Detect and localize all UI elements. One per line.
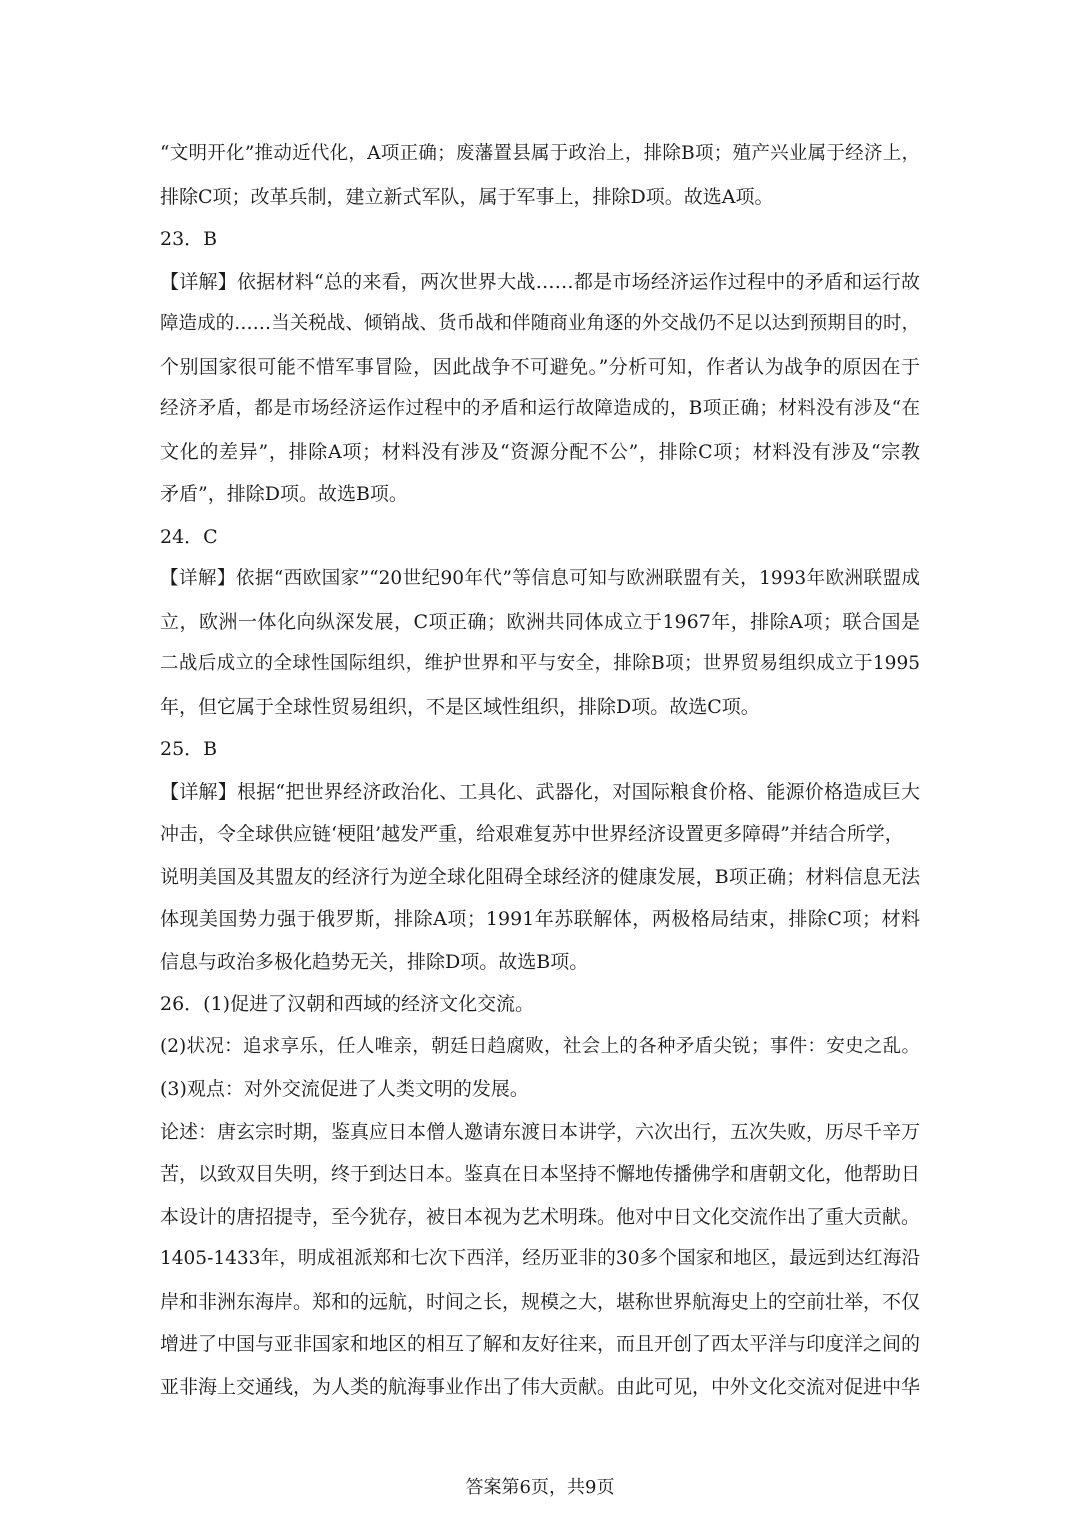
- text-line: 个别国家很可能不惜军事冒险，因此战争不可避免。”分析可知，作者认为战争的原因在于: [160, 355, 920, 378]
- text-line: “文明开化”推动近代化，A项正确；废藩置县属于政治上，排除B项；殖产兴业属于经济上，: [160, 143, 920, 164]
- text-line: 24．C: [160, 525, 218, 548]
- text-line: 年，但它属于全球性贸易组织，不是区域性组织，排除D项。故选C项。: [160, 695, 760, 718]
- text-line: (3)观点：对外交流促进了人类文明的发展。: [160, 1078, 529, 1100]
- text-line: 立，欧洲一体化向纵深发展，C项正确；欧洲共同体成立于1967年，排除A项；联合国是: [160, 610, 920, 633]
- text-line: 矛盾”，排除D项。故选B项。: [160, 483, 408, 505]
- text-line: 【详解】根据“把世界经济政治化、工具化、武器化，对国际粮食价格、能源价格造成巨大: [160, 780, 920, 803]
- text-line: 岸和非洲东海岸。郑和的远航，时间之长，规模之大，堪称世界航海史上的空前壮举，不仅: [160, 1290, 920, 1313]
- text-line: 论述：唐玄宗时期，鉴真应日本僧人邀请东渡日本讲学，六次出行，五次失败，历尽千辛万: [160, 1120, 920, 1143]
- text-line: 【详解】依据材料“总的来看，两次世界大战……都是市场经济运作过程中的矛盾和运行故: [160, 270, 920, 293]
- page-footer: 答案第6页，共9页: [465, 1477, 615, 1498]
- text-line: 23．B: [160, 228, 218, 250]
- text-line: 排除C项；改革兵制，建立新式军队，属于军事上，排除D项。故选A项。: [160, 185, 774, 208]
- text-line: 体现美国势力强于俄罗斯，排除A项；1991年苏联解体，两极格局结束，排除C项；材料: [160, 908, 920, 930]
- text-line: 增进了中国与亚非国家和地区的相互了解和友好往来，而且开创了西太平洋与印度洋之间的: [160, 1333, 920, 1355]
- text-line: 亚非海上交通线，为人类的航海事业作出了伟大贡献。由此可见，中外文化交流对促进中华: [160, 1375, 920, 1398]
- text-line: 说明美国及其盟友的经济行为逆全球化阻碍全球经济的健康发展，B项正确；材料信息无法: [160, 865, 920, 888]
- text-line: 障造成的……当关税战、倾销战、货币战和伴随商业角逐的外交战仍不足以达到预期目的时，: [160, 313, 920, 334]
- text-line: 文化的差异”，排除A项；材料没有涉及“资源分配不公”，排除C项；材料没有涉及“宗教: [160, 440, 920, 463]
- text-line: 本设计的唐招提寺，至今犹存，被日本视为艺术明珠。他对中日文化交流作出了重大贡献。: [160, 1205, 920, 1228]
- text-line: 【详解】依据“西欧国家”“20世纪90年代”等信息可知与欧洲联盟有关，1993年欧洲联盟成: [160, 568, 920, 589]
- text-line: 经济矛盾，都是市场经济运作过程中的矛盾和运行故障造成的，B项正确；材料没有涉及“在: [160, 398, 920, 419]
- text-line: (2)状况：追求享乐，任人唯亲，朝廷日趋腐败，社会上的各种矛盾尖锐；事件：安史之乱。: [160, 1035, 920, 1057]
- text-line: 信息与政治多极化趋势无关，排除D项。故选B项。: [160, 950, 589, 973]
- text-line: 苦，以致双目失明，终于到达日本。鉴真在日本坚持不懈地传播佛学和唐朝文化，他帮助日: [160, 1163, 920, 1185]
- text-line: 冲击，令全球供应链‘梗阻’越发严重，给艰难复苏中世界经济设置更多障碍”并结合所学，: [160, 823, 904, 845]
- text-line: 25．B: [160, 738, 218, 760]
- text-line: 二战后成立的全球性国际组织，维护世界和平与安全，排除B项；世界贸易组织成立于1995: [160, 653, 920, 674]
- answer-page-body: [160, 133, 920, 1408]
- text-line: 1405-1433年，明成祖派郑和七次下西洋，经历亚非的30多个国家和地区，最远到达红海沿: [160, 1248, 920, 1269]
- text-line: 26．(1)促进了汉朝和西域的经济文化交流。: [160, 993, 535, 1015]
